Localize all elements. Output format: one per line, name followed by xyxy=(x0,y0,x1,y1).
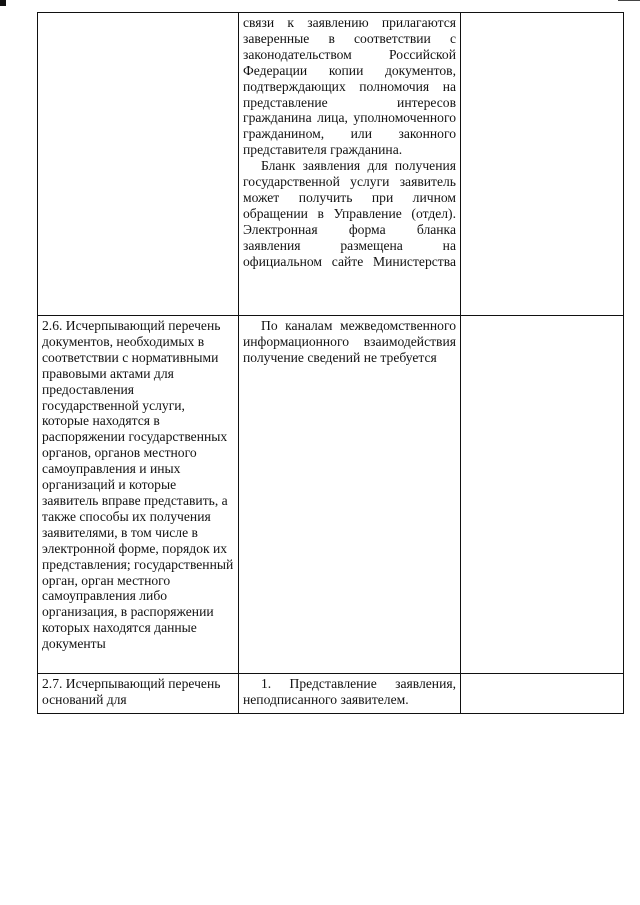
table-cell-description xyxy=(239,674,461,714)
scan-artifact xyxy=(0,0,6,6)
table-cell-requirement xyxy=(38,13,239,316)
cell-paragraph: связи к заявлению прилагаются заверенные в соответствии с законодательством Российской Федерации копии документов, подтверждающих полномочия на представление интересов гражданина лица, уполномоченного гражданином, или законного представителя гражданина. xyxy=(243,15,456,158)
cell-paragraph: По каналам межведомственного информационного взаимодействия получение сведений не требуется xyxy=(243,318,456,365)
table-cell-notes xyxy=(461,674,624,714)
table-cell-requirement xyxy=(38,316,239,674)
table-row xyxy=(38,13,624,316)
cell-paragraph: 2.6. Исчерпывающий перечень документов, необходимых в соответствии с нормативными правовыми актами для предоставления государственной услуги, которые находятся в распоряжении государственных органов, органов местного самоуправления и иных организаций и которые заявитель вправе представить, а также способы их получения заявителями, в том числе в электронной форме, порядок их представления; государственный орган, орган местного самоуправления либо организация, в распоряжении которых находятся данные документы xyxy=(42,318,234,652)
cell-paragraph: Бланк заявления для получения государственной услуги заявитель может получить при личном обращении в Управление (отдел). Электронная форма бланка заявления размещена на официальном сайте Министерства xyxy=(243,158,456,269)
regulation-table xyxy=(37,12,624,714)
table-row xyxy=(38,316,624,674)
table-cell-description xyxy=(239,13,461,316)
cell-paragraph: 1. Представление заявления, неподписанного заявителем. xyxy=(243,676,456,707)
table-cell-description xyxy=(239,316,461,674)
scan-artifact xyxy=(618,0,640,1)
table-cell-notes xyxy=(461,13,624,316)
table-cell-notes xyxy=(461,316,624,674)
cell-paragraph: 2.7. Исчерпывающий перечень оснований для xyxy=(42,676,221,707)
table-row xyxy=(38,674,624,714)
table-cell-requirement xyxy=(38,674,239,714)
